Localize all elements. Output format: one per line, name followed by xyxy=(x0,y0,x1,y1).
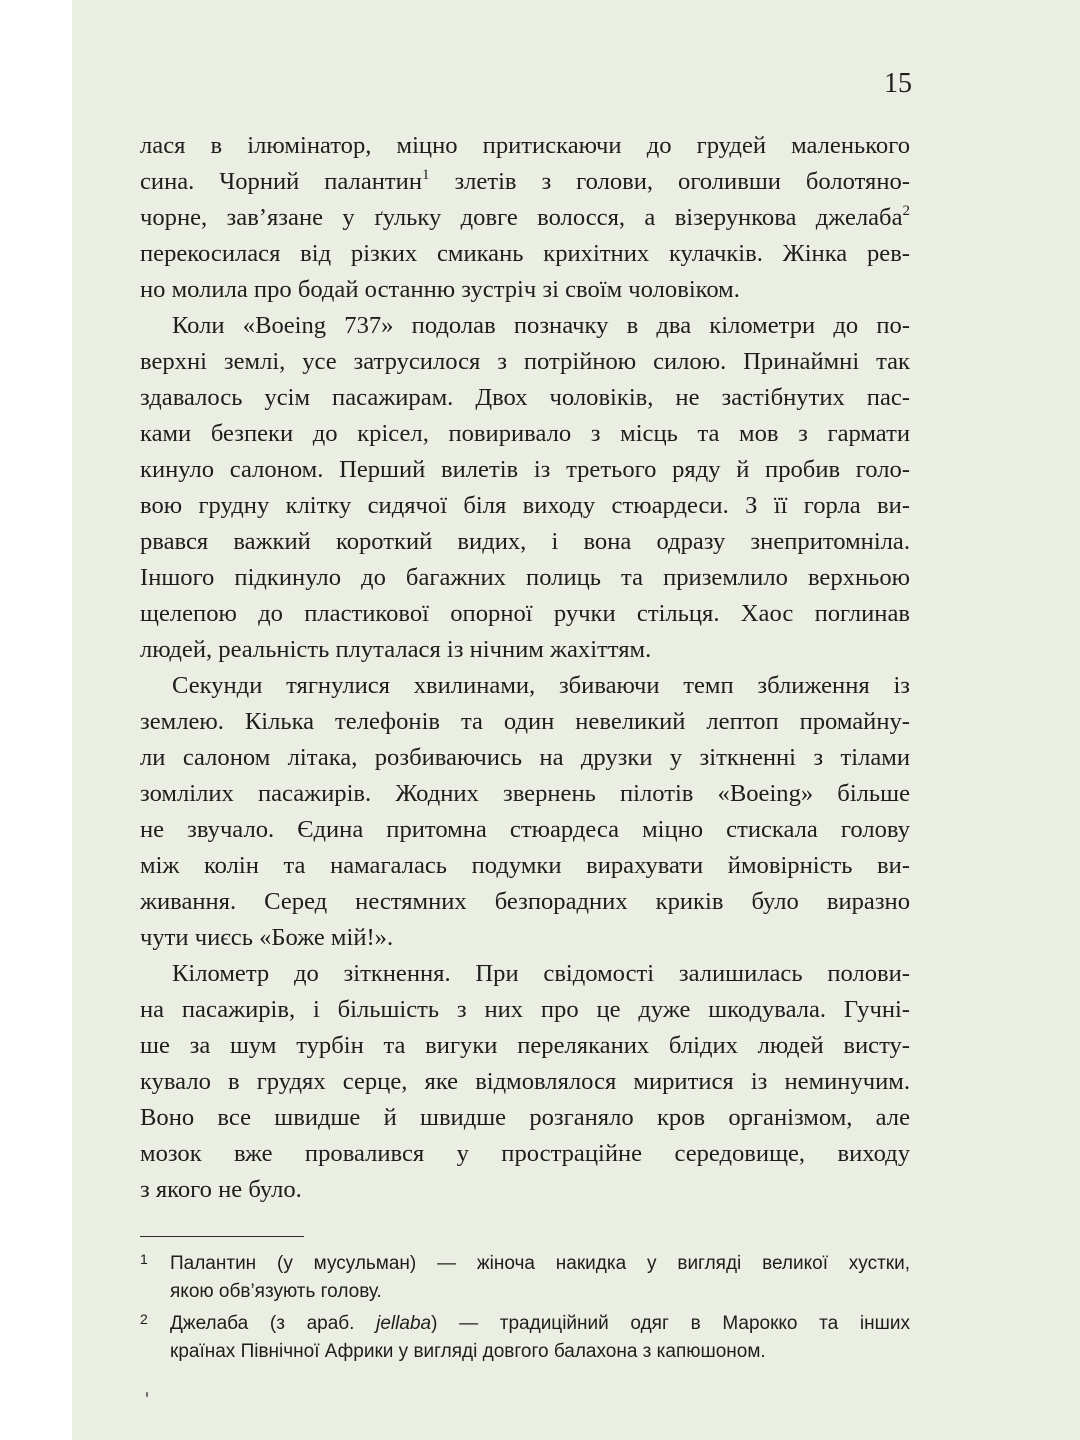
footnote-1 xyxy=(140,1250,910,1306)
text-line: зомлілих пасажирів. Жодних звернень пілотів «Boeing» більше xyxy=(140,780,910,807)
text-line: ше за шум турбін та вигуки переляканих блідих людей висту- xyxy=(140,1032,910,1059)
text-line: чорне, зав’язане у ґульку довге волосся, а візерункова джелаба$^2$ xyxy=(140,203,910,231)
italic-term: jellaba xyxy=(376,1313,432,1334)
footnote-line: Палантин (у мусульман) — жіноча накидка у вигляді великої хустки, xyxy=(170,1253,910,1274)
footnote-ref: 2 xyxy=(902,203,910,219)
text-line: лася в ілюмінатор, міцно притискаючи до грудей маленького xyxy=(140,132,910,159)
text-line: Коли «Boeing 737» подолав позначку в два кілометри до по- xyxy=(172,312,910,339)
text-line: з якого не було. xyxy=(140,1176,302,1203)
paragraph-3 xyxy=(140,668,910,956)
page-number: 15 xyxy=(884,68,912,99)
footnote-mark: 2 xyxy=(140,1311,148,1327)
text-line: ли салоном літака, розбиваючись на друзки у зіткненні з тілами xyxy=(140,744,910,771)
text-line: Кілометр до зіткнення. При свідомості залишилась полови- xyxy=(172,960,910,987)
text-line: ками безпеки до крісел, повиривало з місць та мов з гармати xyxy=(140,420,910,447)
text-line: між колін та намагалась подумки вирахувати ймовірність ви- xyxy=(140,852,910,879)
footnote-ref: 1 xyxy=(421,167,430,183)
text-line: вою грудну клітку сидячої біля виходу стюардеси. З її горла ви- xyxy=(140,492,910,519)
text-line: живання. Серед нестямних безпорадних криків було виразно xyxy=(140,888,910,915)
text-line: людей, реальність плуталася із нічним жахіттям. xyxy=(140,636,652,663)
text-line: щелепою до пластикової опорної ручки стільця. Хаос поглинав xyxy=(140,600,910,627)
footnote-line: країнах Північної Африки у вигляді довгого балахона з капюшоном. xyxy=(170,1341,766,1362)
text-line: кинуло салоном. Перший вилетів із третього ряду й пробив голо- xyxy=(140,456,910,483)
paragraph-2 xyxy=(140,308,910,668)
text-line: перекосилася від різких смикань крихітних кулачків. Жінка рев- xyxy=(140,240,910,267)
text-line: кувало в грудях серце, яке відмовлялося миритися із неминучим. xyxy=(140,1068,910,1095)
text-line: здавалось усім пасажирам. Двох чоловіків, не застібнутих пас- xyxy=(140,384,910,411)
text-line: верхні землі, усе затрусилося з потрійною силою. Принаймні так xyxy=(140,348,910,375)
text-line: чути чиєсь «Боже мій!». xyxy=(140,924,394,951)
text-line: землею. Кілька телефонів та один невеликий лептоп промайну- xyxy=(140,708,910,735)
text-line: на пасажирів, і більшість з них про це дуже шкодувала. Гучні- xyxy=(140,996,910,1023)
text-line: но молила про бодай останню зустріч зі своїм чоловіком. xyxy=(140,276,740,303)
paragraph-4 xyxy=(140,956,910,1208)
footnote-2 xyxy=(140,1310,910,1366)
footnote-mark: 1 xyxy=(140,1251,148,1267)
text-line: Секунди тягнулися хвилинами, збиваючи темп зближення із xyxy=(172,672,910,699)
footnote-line: Джелаба (з араб. jellaba) — традиційний одяг в Марокко та інших xyxy=(170,1313,910,1334)
text-line: рвався важкий короткий видих, і вона одразу знепритомніла. xyxy=(140,528,910,555)
body-text xyxy=(140,128,910,1208)
footnote-line: якою обв’язують голову. xyxy=(170,1281,382,1302)
text-line: Іншого підкинуло до багажних полиць та приземлило верхньою xyxy=(140,564,910,591)
text-line: не звучало. Єдина притомна стюардеса міцно стискала голову xyxy=(140,816,910,843)
text-line: мозок вже провалився у простраційне середовище, виходу xyxy=(140,1140,910,1167)
text-line: сина. Чорний палантин$^1$ злетів з голови, оголивши болотяно- xyxy=(140,167,910,195)
footnote-divider xyxy=(140,1236,304,1237)
footnotes xyxy=(140,1250,910,1370)
text-line: Воно все швидше й швидше розганяло кров організмом, але xyxy=(140,1104,910,1131)
print-speck xyxy=(146,1392,148,1397)
paragraph-1 xyxy=(140,128,910,308)
